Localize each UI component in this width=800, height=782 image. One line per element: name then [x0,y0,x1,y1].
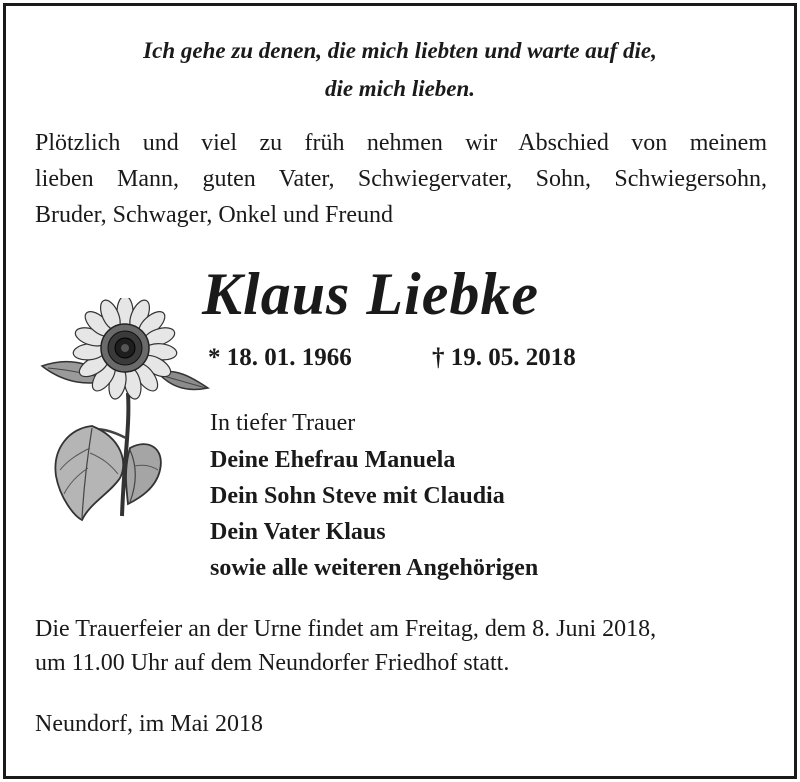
mourner-4: sowie alle weiteren Angehörigen [210,555,539,581]
mourning-heading: In tiefer Trauer [210,410,356,436]
birth-date: * 18. 01. 1966 [208,344,352,371]
intro-line-3: Bruder, Schwager, Onkel und Freund [35,202,393,228]
sunflower-icon [40,298,215,523]
intro-line-2: lieben Mann, guten Vater, Schwiegervater, Sohn, Schwiegersohn, [35,166,767,192]
funeral-line-2: um 11.00 Uhr auf dem Neundorfer Friedhof statt. [35,650,510,676]
motto-line-2: die mich lieben. [324,76,476,101]
motto-line-1: Ich gehe zu denen, die mich liebten und warte auf die, [143,38,657,63]
death-date: † 19. 05. 2018 [432,344,576,371]
intro-line-1: Plötzlich und viel zu früh nehmen wir Abschied von meinem [35,130,767,156]
mourner-1: Deine Ehefrau Manuela [210,447,456,473]
mourner-3: Dein Vater Klaus [210,519,386,545]
funeral-line-1: Die Trauerfeier an der Urne findet am Freitag, dem 8. Juni 2018, [35,616,657,642]
place-date: Neundorf, im Mai 2018 [35,711,263,737]
deceased-name: Klaus Liebke [202,261,539,327]
mourner-2: Dein Sohn Steve mit Claudia [210,483,505,509]
